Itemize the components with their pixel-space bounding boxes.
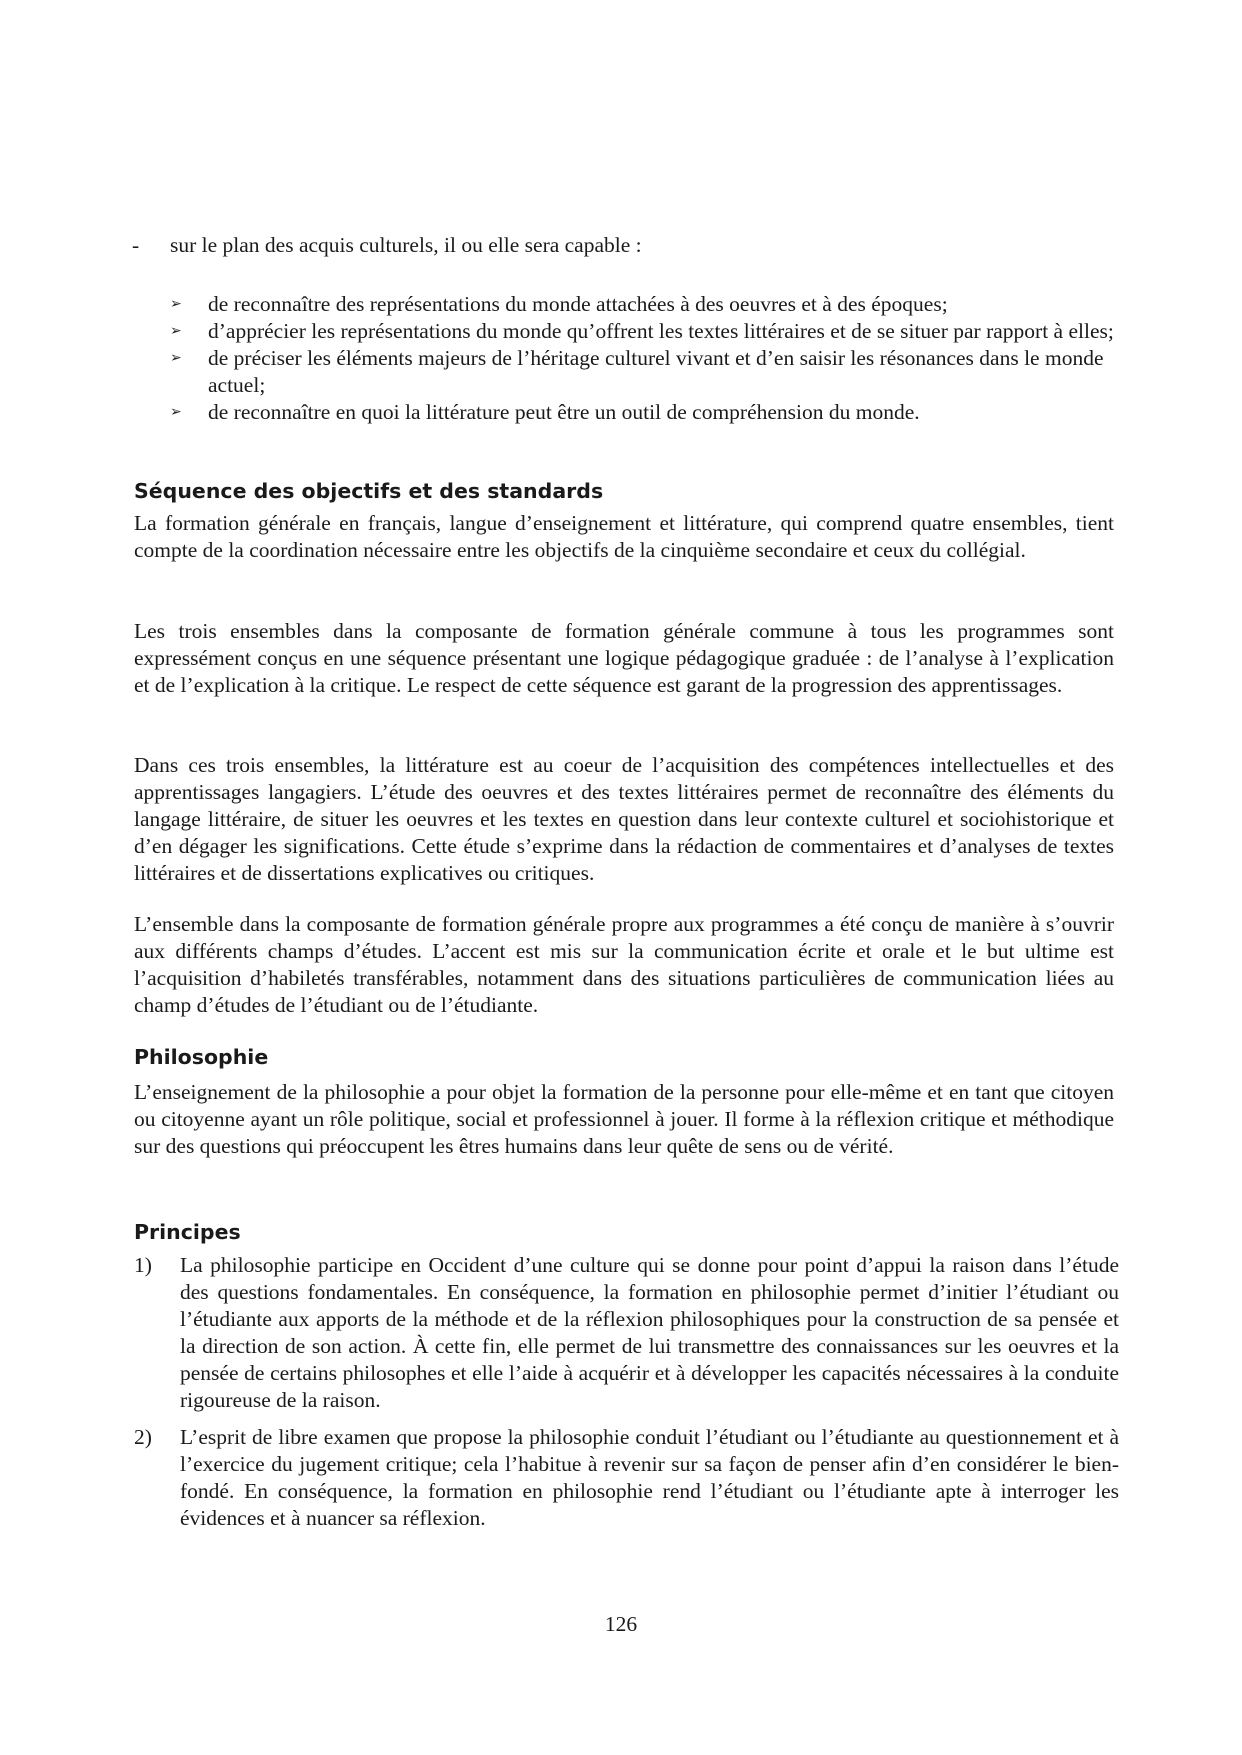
item-text: L’esprit de libre examen que propose la philosophie conduit l’étudiant ou l’étudiante au questionnement et à l’exercice du jugement critique; cela l’habitue à revenir sur sa façon de penser afin d’en considérer le bien-fondé. En conséquence, la formation en philosophie rend l’étudiant ou l’étudiante apte à interroger les évidences et à nuancer sa réflexion. (180, 1425, 1119, 1530)
bullet-text: d’apprécier les représentations du monde qu’offrent les textes littéraires et de se situer par rapport à elles; (208, 319, 1114, 343)
paragraph: Dans ces trois ensembles, la littérature est au coeur de l’acquisition des compétences intellectuelles et des apprentissages langagiers. L’étude des oeuvres et des textes littéraires permet de reconnaître des éléments du langage littéraire, de situer les oeuvres et les textes en question dans leur contexte culturel et sociohistorique et d’en dégager les significations. Cette étude s’exprime dans la rédaction de commentaires et d’analyses de textes littéraires et de dissertations explicatives ou critiques. (134, 753, 1114, 885)
dash-marker: - (132, 233, 140, 257)
bullet-list (170, 291, 1115, 426)
arrow-bullet-icon: ➢ (170, 296, 182, 312)
paragraph: Les trois ensembles dans la composante de formation générale commune à tous les programmes sont expressément conçus en une séquence présentant une logique pédagogique graduée : de l’analyse à l’explication et de l’explication à la critique. Le respect de cette séquence est garant de la progression des apprentissages. (134, 619, 1114, 697)
page-number: 126 (604, 1612, 638, 1636)
section-heading-principes: Principes (134, 1220, 241, 1244)
bullet-text: de préciser les éléments majeurs de l’héritage culturel vivant et d’en saisir les résonances dans le monde actuel; (208, 346, 1104, 397)
numbered-item (134, 1424, 1119, 1532)
paragraph: L’ensemble dans la composante de formation générale propre aux programmes a été conçu de manière à s’ouvrir aux différents champs d’études. L’accent est mis sur la communication écrite et orale et le but ultime est l’acquisition d’habiletés transférables, notamment dans des situations particulières de communication liées au champ d’études de l’étudiant ou de l’étudiante. (134, 912, 1114, 1017)
arrow-bullet-icon: ➢ (170, 323, 182, 339)
item-number: 1) (134, 1253, 152, 1277)
item-text: La philosophie participe en Occident d’une culture qui se donne pour point d’appui la raison dans l’étude des questions fondamentales. En conséquence, la formation en philosophie permet d’initier l’étudiant ou l’étudiante aux apports de la méthode et de la réflexion philosophiques pour la construction de sa pensée et la direction de son action. À cette fin, elle permet de lui transmettre des connaissances sur les oeuvres et la pensée de certains philosophes et elle l’aide à acquérir et à développer les capacités nécessaires à la conduite rigoureuse de la raison. (180, 1253, 1119, 1412)
arrow-bullet-icon: ➢ (170, 350, 182, 366)
intro-list-text: sur le plan des acquis culturels, il ou elle sera capable : (170, 233, 642, 257)
paragraph: L’enseignement de la philosophie a pour objet la formation de la personne pour elle-même et en tant que citoyen ou citoyenne ayant un rôle politique, social et professionnel à jouer. Il forme à la réflexion critique et méthodique sur des questions qui préoccupent les êtres humains dans leur quête de sens ou de vérité. (134, 1080, 1114, 1158)
bullet-text: de reconnaître des représentations du monde attachées à des oeuvres et à des époques; (208, 292, 948, 316)
bullet-item (170, 291, 1115, 318)
bullet-text: de reconnaître en quoi la littérature peut être un outil de compréhension du monde. (208, 400, 920, 424)
numbered-item (134, 1252, 1119, 1414)
bullet-item (170, 345, 1115, 399)
arrow-bullet-icon: ➢ (170, 404, 182, 420)
section-heading-sequence: Séquence des objectifs et des standards (134, 479, 604, 503)
bullet-item (170, 318, 1115, 345)
bullet-item (170, 399, 1115, 426)
item-number: 2) (134, 1425, 152, 1449)
section-heading-philosophie: Philosophie (134, 1045, 269, 1069)
paragraph: La formation générale en français, langue d’enseignement et littérature, qui comprend quatre ensembles, tient compte de la coordination nécessaire entre les objectifs de la cinquième secondaire et ceux du collégial. (134, 511, 1114, 562)
